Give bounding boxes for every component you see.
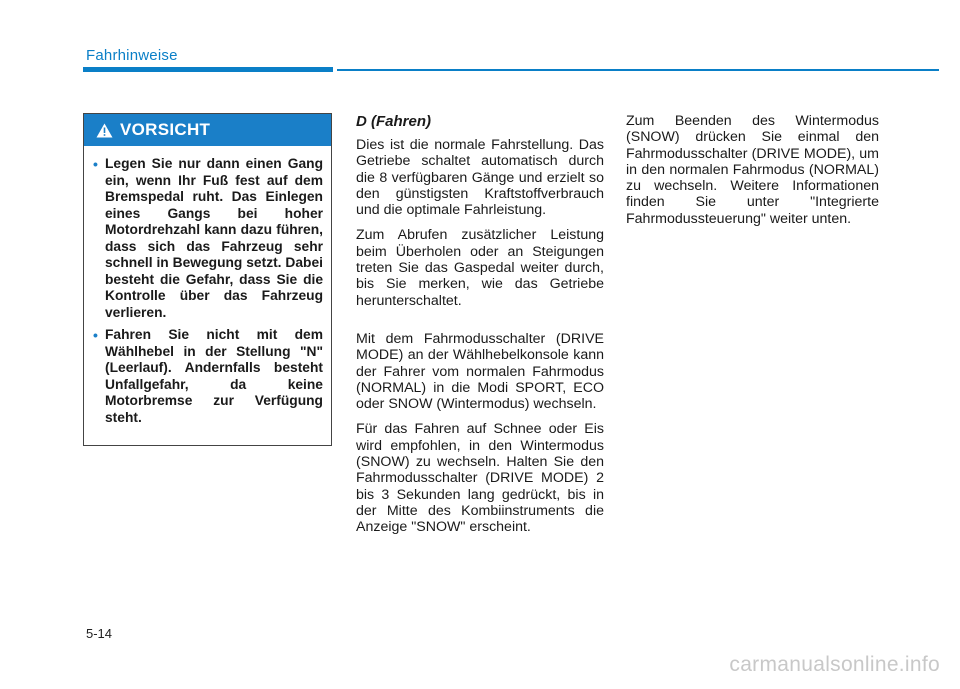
page-number: 5-14 bbox=[86, 626, 113, 641]
caution-bullet bbox=[93, 156, 323, 321]
section-heading: D (Fahren) bbox=[356, 113, 431, 130]
caution-bullet bbox=[93, 327, 323, 426]
caution-title: VORSICHT bbox=[120, 120, 211, 139]
watermark: carmanualsonline.info bbox=[729, 653, 940, 676]
paragraph: Für das Fahren auf Schnee oder Eis wird empfohlen, in den Wintermodus (SNOW) zu wechseln. Halten Sie den Fahrmodusschalter (DRIVE MODE) 2 bis 3 Sekunden lang gedrückt, bis in der Mitte des Kombiinstruments die Anzeige "SNOW" erscheint. bbox=[356, 421, 604, 536]
caution-bullet-text: Fahren Sie nicht mit dem Wählhebel in der Stellung "N" (Leerlauf). Andernfalls besteht Unfallgefahr, da keine Motorbremse zur Verfügung steht. bbox=[105, 327, 323, 425]
header-rule-thick bbox=[83, 67, 333, 72]
warning-triangle-icon bbox=[96, 123, 113, 138]
bullet-dot-icon: • bbox=[93, 327, 98, 343]
caution-box bbox=[83, 113, 332, 446]
paragraph: Zum Abrufen zusätzlicher Leistung beim Überholen oder an Steigungen treten Sie das Gaspedal weiter durch, bis Sie merken, wie das Getriebe herunterschaltet. bbox=[356, 227, 604, 309]
caution-header bbox=[84, 114, 331, 146]
caution-body bbox=[84, 146, 331, 426]
paragraph: Dies ist die normale Fahrstellung. Das Getriebe schaltet automatisch durch die 8 verfügbaren Gänge und erzielt so den günstigsten Kraftstoffverbrauch und die optimale Fahrleistung. bbox=[356, 137, 604, 219]
paragraph: Mit dem Fahrmodusschalter (DRIVE MODE) an der Wählhebelkonsole kann der Fahrer vom normalen Fahrmodus (NORMAL) in die Modi SPORT, ECO oder SNOW (Wintermodus) wechseln. bbox=[356, 330, 604, 413]
paragraph: Zum Beenden des Wintermodus (SNOW) drücken Sie einmal den Fahrmodusschalter (DRIVE MODE), um in den normalen Fahrmodus (NORMAL) zu wechseln. Weitere Informationen finden Sie unter "Integrierte Fahrmodussteuerung" weiter unten. bbox=[626, 113, 879, 227]
caution-bullet-text: Legen Sie nur dann einen Gang ein, wenn Ihr Fuß fest auf dem Bremspedal ruht. Das Einlegen eines Gangs bei hoher Motordrehzahl kann dazu führen, dass sich das Fahrzeug sehr schnell in Bewegung setzt. Dabei besteht die Gefahr, dass Sie die Kontrolle über das Fahrzeug verlieren. bbox=[105, 156, 323, 320]
middle-column bbox=[356, 113, 604, 545]
header-rule-thin bbox=[337, 69, 939, 71]
section-title: Fahrhinweise bbox=[86, 47, 178, 64]
bullet-dot-icon: • bbox=[93, 156, 98, 172]
right-column bbox=[626, 113, 879, 236]
